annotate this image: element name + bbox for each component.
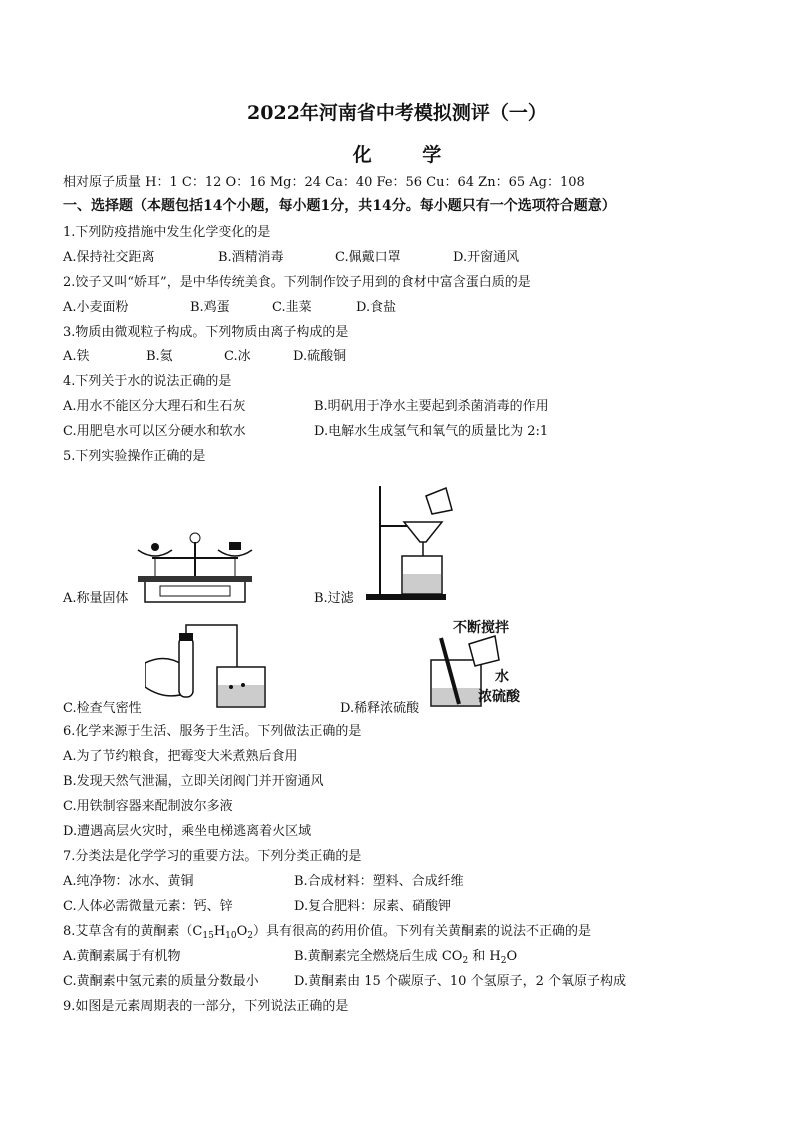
q1-option-c: C.佩戴口罩 [335, 250, 401, 265]
q6-option-a: A.为了节约粮食，把霉变大米煮熟后食用 [63, 749, 298, 764]
q5-option-d: D.稀释浓硫酸 [340, 701, 420, 716]
question-6-stem: 6.化学来源于生活、服务于生活。下列做法正确的是 [63, 724, 362, 739]
question-9-stem: 9.如图是元素周期表的一部分，下列说法正确的是 [63, 999, 349, 1014]
water-label: 水 [495, 669, 509, 685]
q1-option-a: A.保持社交距离 [63, 250, 155, 265]
q7-option-b: B.合成材料：塑料、合成纤维 [294, 874, 464, 889]
q7-option-c: C.人体必需微量元素：钙、锌 [63, 899, 233, 914]
q2-option-d: D.食盐 [356, 300, 397, 315]
q6-option-b: B.发现天然气泄漏，立即关闭阀门并开窗通风 [63, 774, 324, 789]
stir-label: 不断搅拌 [453, 620, 509, 636]
q3-option-a: A.铁 [63, 349, 90, 364]
question-5-stem: 5.下列实验操作正确的是 [63, 449, 206, 464]
q6-option-c: C.用铁制容器来配制波尔多液 [63, 799, 233, 814]
atomic-masses: 相对原子质量 H：1 C：12 O：16 Mg：24 Ca：40 Fe：56 Cu：64 Zn：65 Ag：108 [63, 175, 585, 190]
q4-option-d: D.电解水生成氢气和氧气的质量比为 2:1 [314, 424, 549, 439]
question-8-stem: 8.艾草含有的黄酮素$(C_{15}H_{10}O_2)$具有很高的药用价值。下列有关黄酮素的说法不正确的是 [63, 924, 592, 941]
q4-option-a: A.用水不能区分大理石和生石灰 [63, 399, 246, 414]
q2-option-a: A.小麦面粉 [63, 300, 129, 315]
question-2-stem: 2.饺子又叫“娇耳”，是中华传统美食。下列制作饺子用到的食材中富含蛋白质的是 [63, 275, 531, 290]
q5-option-a: A.称量固体 [63, 591, 129, 606]
page-title: 2022年河南省中考模拟测评（一） [247, 102, 547, 124]
q3-option-b: B.氦 [146, 349, 173, 364]
q7-option-a: A.纯净物：冰水、黄铜 [63, 874, 194, 889]
q2-option-b: B.鸡蛋 [190, 300, 230, 315]
q8-option-b: B.黄酮素完全燃烧后生成 $CO_2$ 和 $H_2O$ [294, 949, 518, 966]
question-7-stem: 7.分类法是化学学习的重要方法。下列分类正确的是 [63, 849, 362, 864]
q4-option-c: C.用肥皂水可以区分硬水和软水 [63, 424, 246, 439]
question-3-stem: 3.物质由微观粒子构成。下列物质由离子构成的是 [63, 325, 349, 340]
q1-option-d: D.开窗通风 [453, 250, 520, 265]
acid-label: 浓硫酸 [478, 689, 520, 705]
q5-option-b: B.过滤 [314, 591, 354, 606]
filtration-figure [360, 484, 460, 604]
q2-option-c: C.韭菜 [272, 300, 312, 315]
question-4-stem: 4.下列关于水的说法正确的是 [63, 374, 232, 389]
q8-option-c: C.黄酮素中氢元素的质量分数最小 [63, 974, 259, 989]
question-1-stem: 1.下列防疫措施中发生化学变化的是 [63, 225, 271, 240]
q8-option-a: A.黄酮素属于有机物 [63, 949, 181, 964]
balance-figure [130, 520, 260, 605]
subject-title: 化 学 [352, 144, 464, 166]
q3-option-c: C.冰 [224, 349, 251, 364]
q7-option-d: D.复合肥料：尿素、硝酸钾 [294, 899, 452, 914]
airtightness-figure [145, 623, 275, 715]
q5-option-c: C.检查气密性 [63, 701, 142, 716]
q1-option-b: B.酒精消毒 [218, 250, 284, 265]
q3-option-d: D.硫酸铜 [293, 349, 347, 364]
q6-option-d: D.遭遇高层火灾时，乘坐电梯逃离着火区域 [63, 824, 312, 839]
section-heading: 一、选择题（本题包括14个小题，每小题1分，共14分。每小题只有一个选项符合题意） [63, 198, 616, 214]
q8-option-d: D.黄酮素由 15 个碳原子、10 个氢原子，2 个氧原子构成 [294, 974, 626, 989]
q4-option-b: B.明矾用于净水主要起到杀菌消毒的作用 [314, 399, 549, 414]
